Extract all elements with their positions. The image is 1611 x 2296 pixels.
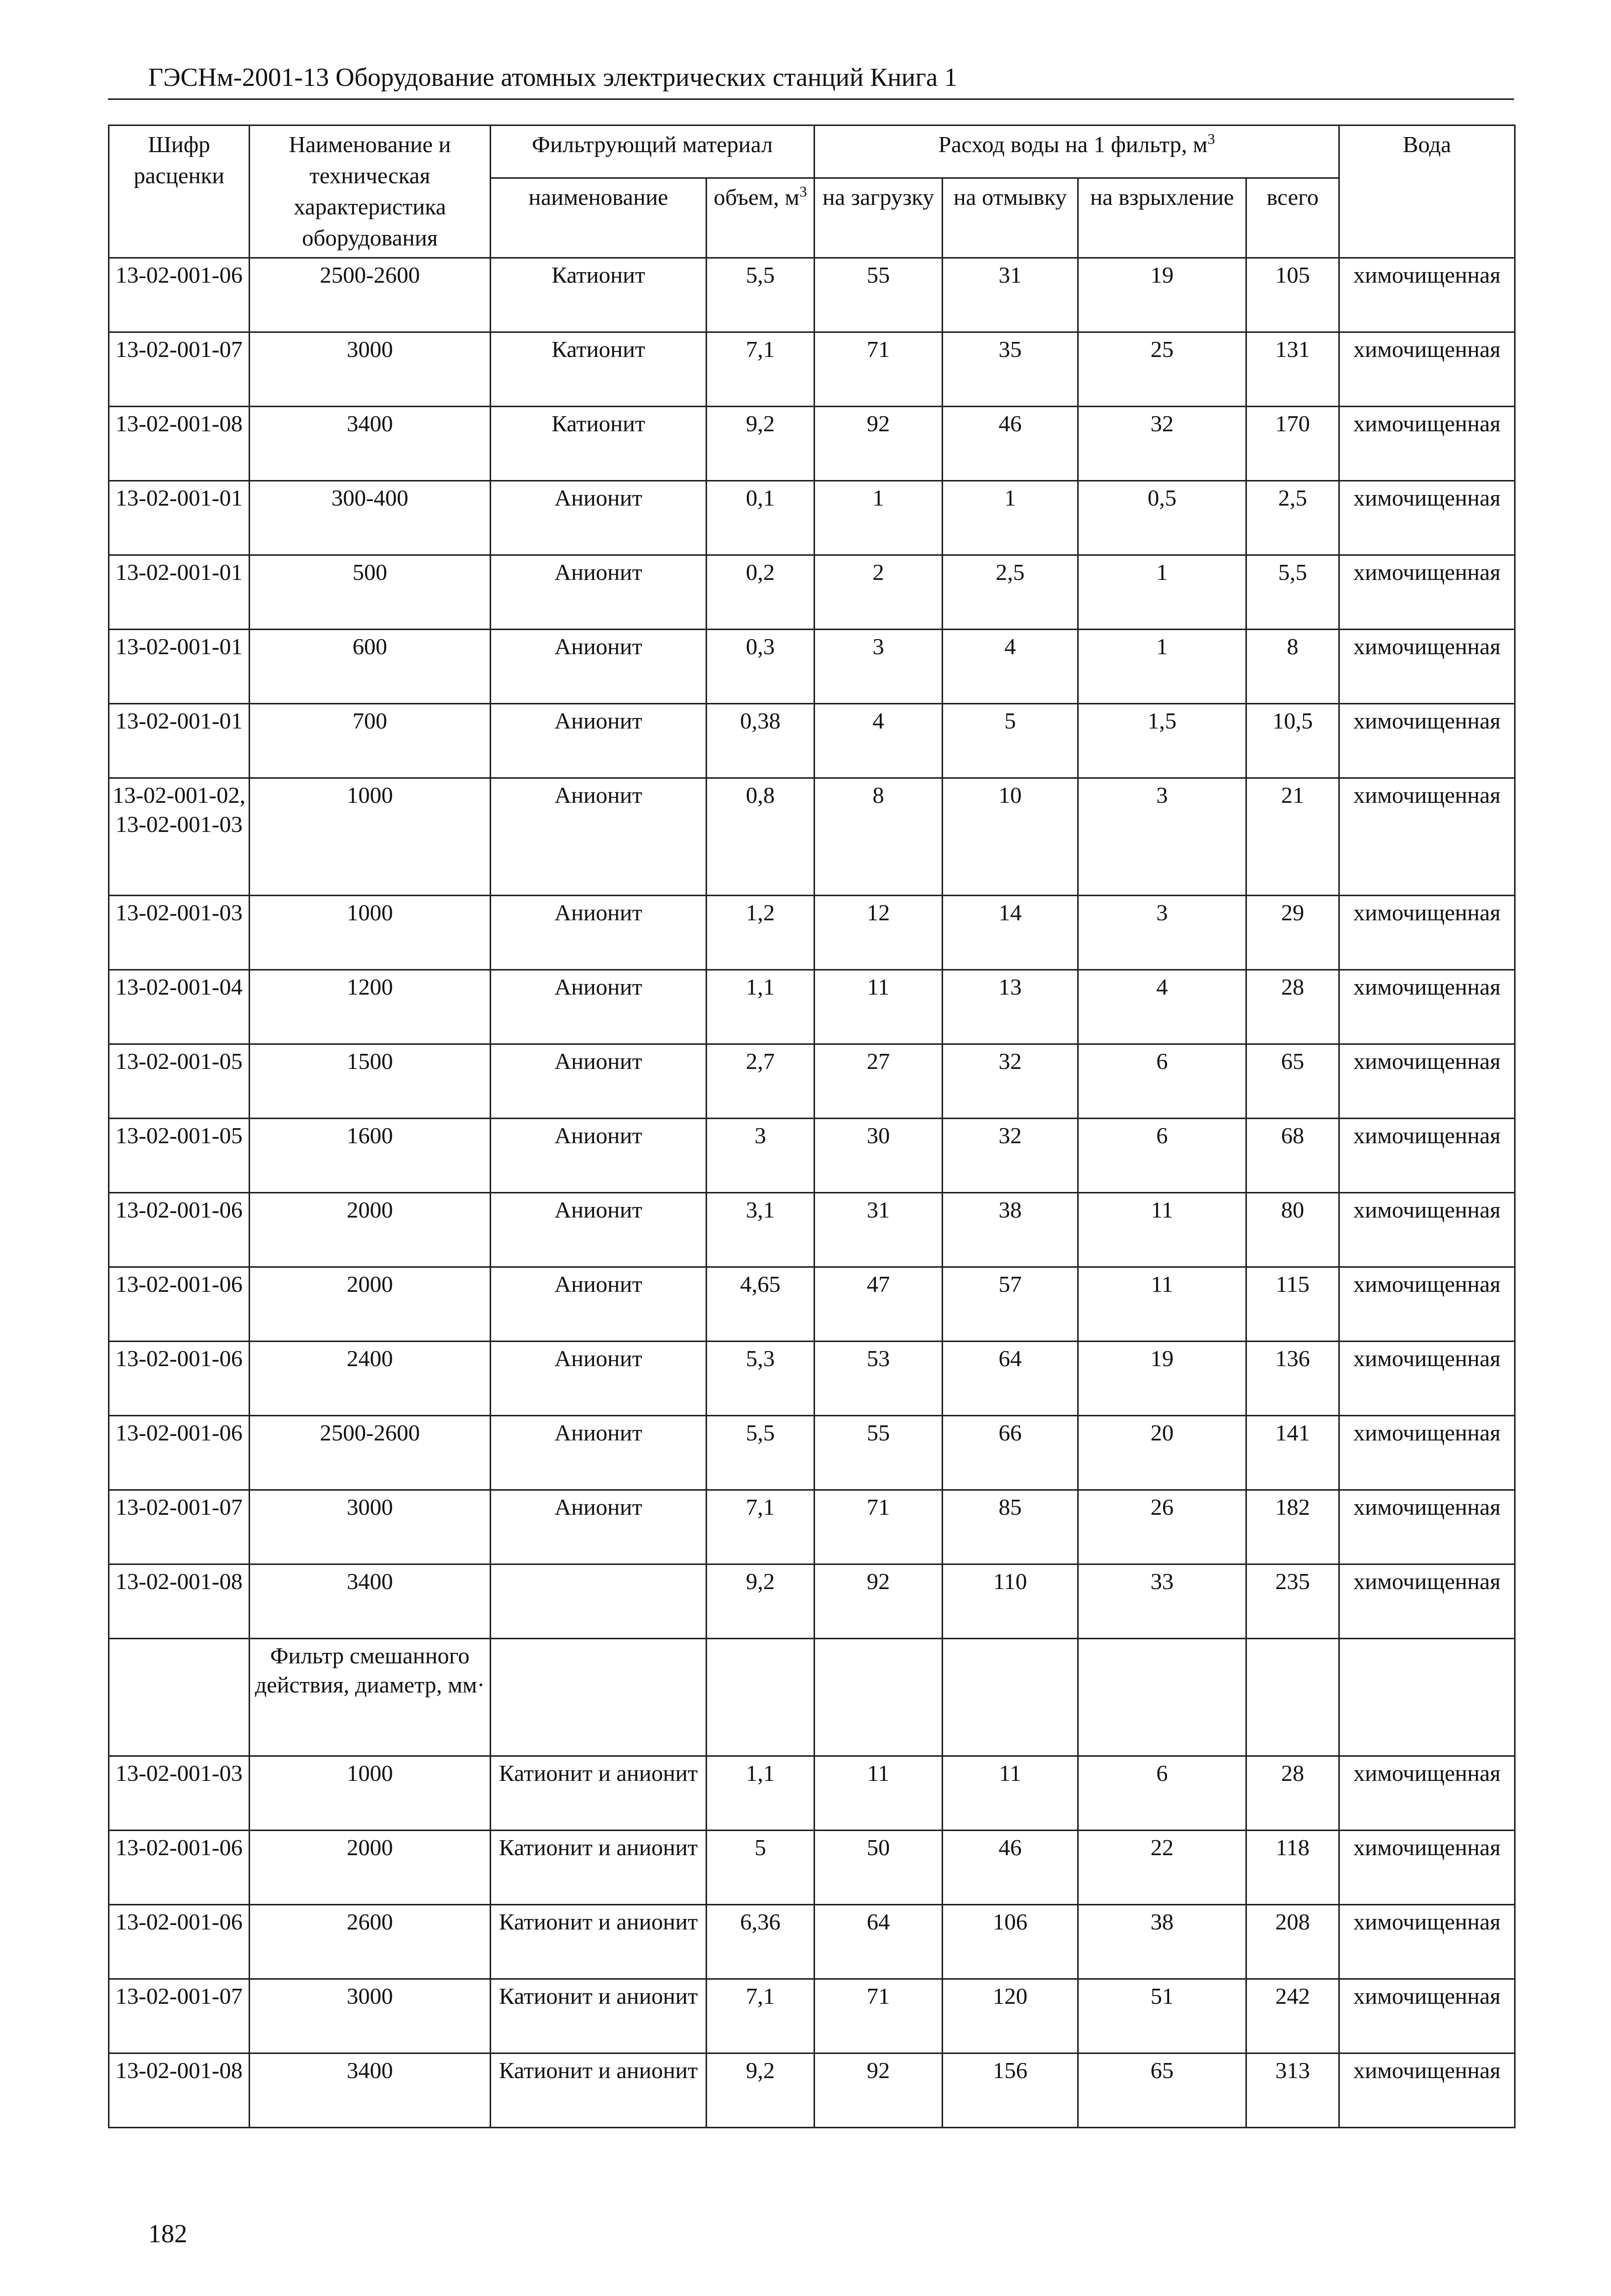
cell-load: 8 bbox=[815, 778, 943, 896]
cell-water: химочищенная bbox=[1339, 1756, 1515, 1831]
cell-name: 600 bbox=[250, 630, 491, 704]
cell-loosen: 51 bbox=[1078, 1979, 1246, 2053]
cell-water: химочищенная bbox=[1339, 407, 1515, 481]
cell-wash: 32 bbox=[943, 1119, 1078, 1193]
cell-loosen: 1 bbox=[1078, 555, 1246, 630]
cell-volume: 7,1 bbox=[707, 1979, 815, 2053]
cell-code: 13-02-001-04 bbox=[109, 970, 250, 1044]
cell-load bbox=[815, 1639, 943, 1756]
cell-load: 71 bbox=[815, 332, 943, 407]
cell-total: 182 bbox=[1246, 1490, 1339, 1564]
cell-code: 13-02-001-01 bbox=[109, 555, 250, 630]
cell-code: 13-02-001-01 bbox=[109, 481, 250, 555]
cell-wash: 5 bbox=[943, 704, 1078, 778]
cell-load: 2 bbox=[815, 555, 943, 630]
cell-material bbox=[491, 1564, 707, 1639]
cell-water: химочищенная bbox=[1339, 1119, 1515, 1193]
cell-water: химочищенная bbox=[1339, 1342, 1515, 1416]
cell-load: 47 bbox=[815, 1267, 943, 1342]
cell-name: 1000 bbox=[250, 1756, 491, 1831]
cell-volume: 7,1 bbox=[707, 332, 815, 407]
cell-name: 3400 bbox=[250, 2053, 491, 2128]
cell-material: Анионит bbox=[491, 778, 707, 896]
cell-code: 13-02-001-03 bbox=[109, 896, 250, 970]
cell-total: 242 bbox=[1246, 1979, 1339, 2053]
cell-volume: 1,1 bbox=[707, 970, 815, 1044]
cell-total: 29 bbox=[1246, 896, 1339, 970]
page-header: ГЭСНм-2001-13 Оборудование атомных электрических станций Книга 1 bbox=[148, 63, 958, 92]
col-header-volume: объем, $м^3$ bbox=[707, 178, 815, 258]
cell-water: химочищенная bbox=[1339, 630, 1515, 704]
cell-volume: 5 bbox=[707, 1831, 815, 1905]
cell-load: 30 bbox=[815, 1119, 943, 1193]
cell-load: 11 bbox=[815, 1756, 943, 1831]
cell-load: 92 bbox=[815, 1564, 943, 1639]
cell-volume: 3,1 bbox=[707, 1193, 815, 1267]
cell-total: 80 bbox=[1246, 1193, 1339, 1267]
cell-code: 13-02-001-03 bbox=[109, 1756, 250, 1831]
cell-name: Фильтр смешанного действия, диаметр, мм· bbox=[250, 1639, 491, 1756]
cell-wash: 14 bbox=[943, 896, 1078, 970]
cell-wash: 2,5 bbox=[943, 555, 1078, 630]
cell-volume: 1,2 bbox=[707, 896, 815, 970]
cell-name: 2000 bbox=[250, 1831, 491, 1905]
cell-wash: 66 bbox=[943, 1416, 1078, 1490]
cell-code: 13-02-001-06 bbox=[109, 1416, 250, 1490]
cell-total: 10,5 bbox=[1246, 704, 1339, 778]
cell-water bbox=[1339, 1639, 1515, 1756]
cell-loosen: 3 bbox=[1078, 778, 1246, 896]
cell-loosen bbox=[1078, 1639, 1246, 1756]
cell-volume: 0,3 bbox=[707, 630, 815, 704]
cell-wash: 46 bbox=[943, 1831, 1078, 1905]
cell-loosen: 20 bbox=[1078, 1416, 1246, 1490]
cell-water: химочищенная bbox=[1339, 1193, 1515, 1267]
cell-material: Катионит и анионит bbox=[491, 2053, 707, 2128]
cell-material: Анионит bbox=[491, 1044, 707, 1119]
table-row bbox=[109, 630, 1515, 704]
cell-code: 13-02-001-06 bbox=[109, 258, 250, 332]
cell-total: 68 bbox=[1246, 1119, 1339, 1193]
cell-volume: 6,36 bbox=[707, 1905, 815, 1979]
cell-water: химочищенная bbox=[1339, 258, 1515, 332]
cell-material: Анионит bbox=[491, 1193, 707, 1267]
cell-code: 13-02-001-06 bbox=[109, 1193, 250, 1267]
cell-name: 3000 bbox=[250, 332, 491, 407]
cell-volume: 2,7 bbox=[707, 1044, 815, 1119]
cell-load: 4 bbox=[815, 704, 943, 778]
cell-wash: 106 bbox=[943, 1905, 1078, 1979]
cell-water: химочищенная bbox=[1339, 481, 1515, 555]
cell-volume: 9,2 bbox=[707, 407, 815, 481]
cell-loosen: 1 bbox=[1078, 630, 1246, 704]
cell-material: Анионит bbox=[491, 1490, 707, 1564]
cell-water: химочищенная bbox=[1339, 778, 1515, 896]
cell-water: химочищенная bbox=[1339, 1416, 1515, 1490]
cell-material: Катионит и анионит bbox=[491, 1756, 707, 1831]
cell-water: химочищенная bbox=[1339, 1831, 1515, 1905]
table-row bbox=[109, 896, 1515, 970]
cell-water: химочищенная bbox=[1339, 1905, 1515, 1979]
cell-volume: 0,2 bbox=[707, 555, 815, 630]
cell-code: 13-02-001-08 bbox=[109, 407, 250, 481]
cell-volume: 0,38 bbox=[707, 704, 815, 778]
cell-wash: 156 bbox=[943, 2053, 1078, 2128]
cell-material: Катионит bbox=[491, 258, 707, 332]
cell-water: химочищенная bbox=[1339, 555, 1515, 630]
cell-load: 3 bbox=[815, 630, 943, 704]
cell-name: 1000 bbox=[250, 896, 491, 970]
cell-load: 1 bbox=[815, 481, 943, 555]
cell-material: Анионит bbox=[491, 630, 707, 704]
cell-wash: 38 bbox=[943, 1193, 1078, 1267]
cell-code: 13-02-001-01 bbox=[109, 630, 250, 704]
cell-load: 71 bbox=[815, 1979, 943, 2053]
cell-name: 2000 bbox=[250, 1267, 491, 1342]
cell-loosen: 26 bbox=[1078, 1490, 1246, 1564]
cell-name: 700 bbox=[250, 704, 491, 778]
col-header-water: Вода bbox=[1339, 126, 1515, 258]
cell-total: 141 bbox=[1246, 1416, 1339, 1490]
cell-wash: 32 bbox=[943, 1044, 1078, 1119]
cell-wash: 31 bbox=[943, 258, 1078, 332]
cell-loosen: 6 bbox=[1078, 1044, 1246, 1119]
table-row bbox=[109, 555, 1515, 630]
col-header-total: всего bbox=[1246, 178, 1339, 258]
table-section-row bbox=[109, 1639, 1515, 1756]
col-header-load: на загрузку bbox=[815, 178, 943, 258]
cell-code: 13-02-001-07 bbox=[109, 1490, 250, 1564]
cell-code: 13-02-001-07 bbox=[109, 1979, 250, 2053]
cell-loosen: 0,5 bbox=[1078, 481, 1246, 555]
cell-total: 28 bbox=[1246, 970, 1339, 1044]
cell-material: Анионит bbox=[491, 555, 707, 630]
cell-name: 2600 bbox=[250, 1905, 491, 1979]
cell-wash: 120 bbox=[943, 1979, 1078, 2053]
table-row bbox=[109, 1564, 1515, 1639]
cell-material: Анионит bbox=[491, 970, 707, 1044]
cell-load: 92 bbox=[815, 407, 943, 481]
cell-wash: 57 bbox=[943, 1267, 1078, 1342]
cell-material: Анионит bbox=[491, 704, 707, 778]
cell-name: 3000 bbox=[250, 1979, 491, 2053]
cell-name: 1500 bbox=[250, 1044, 491, 1119]
cell-code bbox=[109, 1639, 250, 1756]
cell-load: 50 bbox=[815, 1831, 943, 1905]
cell-code: 13-02-001-06 bbox=[109, 1342, 250, 1416]
cell-water: химочищенная bbox=[1339, 704, 1515, 778]
cell-loosen: 11 bbox=[1078, 1267, 1246, 1342]
table-row bbox=[109, 1044, 1515, 1119]
cell-total: 28 bbox=[1246, 1756, 1339, 1831]
cell-volume: 9,2 bbox=[707, 1564, 815, 1639]
cell-load: 12 bbox=[815, 896, 943, 970]
table-row bbox=[109, 1193, 1515, 1267]
cell-loosen: 19 bbox=[1078, 258, 1246, 332]
cell-name: 2400 bbox=[250, 1342, 491, 1416]
cell-name: 2500-2600 bbox=[250, 1416, 491, 1490]
cell-material: Анионит bbox=[491, 481, 707, 555]
col-header-code: Шифр расценки bbox=[109, 126, 250, 258]
cell-total bbox=[1246, 1639, 1339, 1756]
cell-material: Катионит bbox=[491, 332, 707, 407]
cell-wash: 110 bbox=[943, 1564, 1078, 1639]
table-row bbox=[109, 970, 1515, 1044]
cell-water: химочищенная bbox=[1339, 1044, 1515, 1119]
cell-total: 235 bbox=[1246, 1564, 1339, 1639]
cell-name: 3400 bbox=[250, 1564, 491, 1639]
cell-wash bbox=[943, 1639, 1078, 1756]
cell-code: 13-02-001-05 bbox=[109, 1119, 250, 1193]
cell-load: 31 bbox=[815, 1193, 943, 1267]
cell-code: 13-02-001-02, 13-02-001-03 bbox=[109, 778, 250, 896]
cell-total: 2,5 bbox=[1246, 481, 1339, 555]
cell-volume: 0,1 bbox=[707, 481, 815, 555]
cell-volume: 5,3 bbox=[707, 1342, 815, 1416]
table-row bbox=[109, 1342, 1515, 1416]
cell-loosen: 3 bbox=[1078, 896, 1246, 970]
cell-water: химочищенная bbox=[1339, 1979, 1515, 2053]
col-header-material-name: наименование bbox=[491, 178, 707, 258]
cell-wash: 85 bbox=[943, 1490, 1078, 1564]
table-row bbox=[109, 704, 1515, 778]
cell-wash: 1 bbox=[943, 481, 1078, 555]
cell-material: Анионит bbox=[491, 1119, 707, 1193]
table-row bbox=[109, 1905, 1515, 1979]
header-rule bbox=[108, 98, 1514, 100]
cell-total: 313 bbox=[1246, 2053, 1339, 2128]
cell-water: химочищенная bbox=[1339, 896, 1515, 970]
cell-code: 13-02-001-06 bbox=[109, 1831, 250, 1905]
cell-total: 21 bbox=[1246, 778, 1339, 896]
cell-wash: 46 bbox=[943, 407, 1078, 481]
cell-load: 27 bbox=[815, 1044, 943, 1119]
cell-wash: 4 bbox=[943, 630, 1078, 704]
cell-loosen: 4 bbox=[1078, 970, 1246, 1044]
table-row bbox=[109, 1756, 1515, 1831]
cell-loosen: 22 bbox=[1078, 1831, 1246, 1905]
cell-volume: 7,1 bbox=[707, 1490, 815, 1564]
table-row bbox=[109, 778, 1515, 896]
cell-material: Анионит bbox=[491, 1342, 707, 1416]
cell-total: 118 bbox=[1246, 1831, 1339, 1905]
cell-material: Катионит bbox=[491, 407, 707, 481]
cell-wash: 11 bbox=[943, 1756, 1078, 1831]
cell-total: 131 bbox=[1246, 332, 1339, 407]
cell-name: 2000 bbox=[250, 1193, 491, 1267]
cell-wash: 13 bbox=[943, 970, 1078, 1044]
col-header-loosening: на взрыхление bbox=[1078, 178, 1246, 258]
cell-material: Катионит и анионит bbox=[491, 1905, 707, 1979]
cell-total: 105 bbox=[1246, 258, 1339, 332]
cell-name: 1600 bbox=[250, 1119, 491, 1193]
cell-name: 500 bbox=[250, 555, 491, 630]
cell-material: Катионит и анионит bbox=[491, 1831, 707, 1905]
cell-loosen: 11 bbox=[1078, 1193, 1246, 1267]
cell-code: 13-02-001-05 bbox=[109, 1044, 250, 1119]
cell-total: 170 bbox=[1246, 407, 1339, 481]
cell-code: 13-02-001-07 bbox=[109, 332, 250, 407]
table-row bbox=[109, 481, 1515, 555]
cell-name: 300-400 bbox=[250, 481, 491, 555]
cell-volume bbox=[707, 1639, 815, 1756]
cell-loosen: 6 bbox=[1078, 1119, 1246, 1193]
cell-wash: 35 bbox=[943, 332, 1078, 407]
cell-wash: 10 bbox=[943, 778, 1078, 896]
cell-name: 1200 bbox=[250, 970, 491, 1044]
cell-code: 13-02-001-08 bbox=[109, 1564, 250, 1639]
cell-load: 11 bbox=[815, 970, 943, 1044]
cell-loosen: 38 bbox=[1078, 1905, 1246, 1979]
cell-total: 208 bbox=[1246, 1905, 1339, 1979]
cell-loosen: 32 bbox=[1078, 407, 1246, 481]
table-row bbox=[109, 1119, 1515, 1193]
cell-code: 13-02-001-01 bbox=[109, 704, 250, 778]
col-header-water-consumption: Расход воды на 1 фильтр, $м^3$ bbox=[815, 126, 1339, 178]
page-number: 182 bbox=[148, 2220, 187, 2248]
cell-volume: 1,1 bbox=[707, 1756, 815, 1831]
cell-material: Анионит bbox=[491, 1416, 707, 1490]
cell-wash: 64 bbox=[943, 1342, 1078, 1416]
cell-name: 2500-2600 bbox=[250, 258, 491, 332]
cell-load: 55 bbox=[815, 1416, 943, 1490]
table-row bbox=[109, 332, 1515, 407]
cell-material bbox=[491, 1639, 707, 1756]
table-row bbox=[109, 1416, 1515, 1490]
table-row bbox=[109, 407, 1515, 481]
cell-loosen: 33 bbox=[1078, 1564, 1246, 1639]
cell-total: 115 bbox=[1246, 1267, 1339, 1342]
cell-volume: 0,8 bbox=[707, 778, 815, 896]
cell-total: 5,5 bbox=[1246, 555, 1339, 630]
cell-name: 1000 bbox=[250, 778, 491, 896]
cell-water: химочищенная bbox=[1339, 970, 1515, 1044]
cell-code: 13-02-001-06 bbox=[109, 1267, 250, 1342]
cell-water: химочищенная bbox=[1339, 2053, 1515, 2128]
cell-code: 13-02-001-08 bbox=[109, 2053, 250, 2128]
cell-name: 3000 bbox=[250, 1490, 491, 1564]
cell-water: химочищенная bbox=[1339, 1267, 1515, 1342]
table-row bbox=[109, 1267, 1515, 1342]
cell-load: 64 bbox=[815, 1905, 943, 1979]
cell-total: 136 bbox=[1246, 1342, 1339, 1416]
cell-loosen: 6 bbox=[1078, 1756, 1246, 1831]
cell-water: химочищенная bbox=[1339, 1564, 1515, 1639]
cell-water: химочищенная bbox=[1339, 332, 1515, 407]
cell-loosen: 1,5 bbox=[1078, 704, 1246, 778]
cell-loosen: 65 bbox=[1078, 2053, 1246, 2128]
cell-load: 92 bbox=[815, 2053, 943, 2128]
table-row bbox=[109, 258, 1515, 332]
cell-volume: 3 bbox=[707, 1119, 815, 1193]
cell-material: Анионит bbox=[491, 896, 707, 970]
cell-volume: 5,5 bbox=[707, 258, 815, 332]
cell-volume: 4,65 bbox=[707, 1267, 815, 1342]
cell-volume: 5,5 bbox=[707, 1416, 815, 1490]
cell-total: 8 bbox=[1246, 630, 1339, 704]
water-consumption-table bbox=[108, 125, 1516, 2128]
cell-load: 71 bbox=[815, 1490, 943, 1564]
cell-code: 13-02-001-06 bbox=[109, 1905, 250, 1979]
col-header-filter-material: Фильтрующий материал bbox=[491, 126, 815, 178]
cell-total: 65 bbox=[1246, 1044, 1339, 1119]
cell-name: 3400 bbox=[250, 407, 491, 481]
cell-load: 55 bbox=[815, 258, 943, 332]
table-row bbox=[109, 1490, 1515, 1564]
cell-load: 53 bbox=[815, 1342, 943, 1416]
cell-material: Анионит bbox=[491, 1267, 707, 1342]
cell-loosen: 19 bbox=[1078, 1342, 1246, 1416]
cell-volume: 9,2 bbox=[707, 2053, 815, 2128]
col-header-name: Наименование и техническая характеристика оборудования bbox=[250, 126, 491, 258]
cell-loosen: 25 bbox=[1078, 332, 1246, 407]
col-header-wash: на отмывку bbox=[943, 178, 1078, 258]
table-row bbox=[109, 1979, 1515, 2053]
cell-water: химочищенная bbox=[1339, 1490, 1515, 1564]
cell-material: Катионит и анионит bbox=[491, 1979, 707, 2053]
table-row bbox=[109, 1831, 1515, 1905]
table-row bbox=[109, 2053, 1515, 2128]
